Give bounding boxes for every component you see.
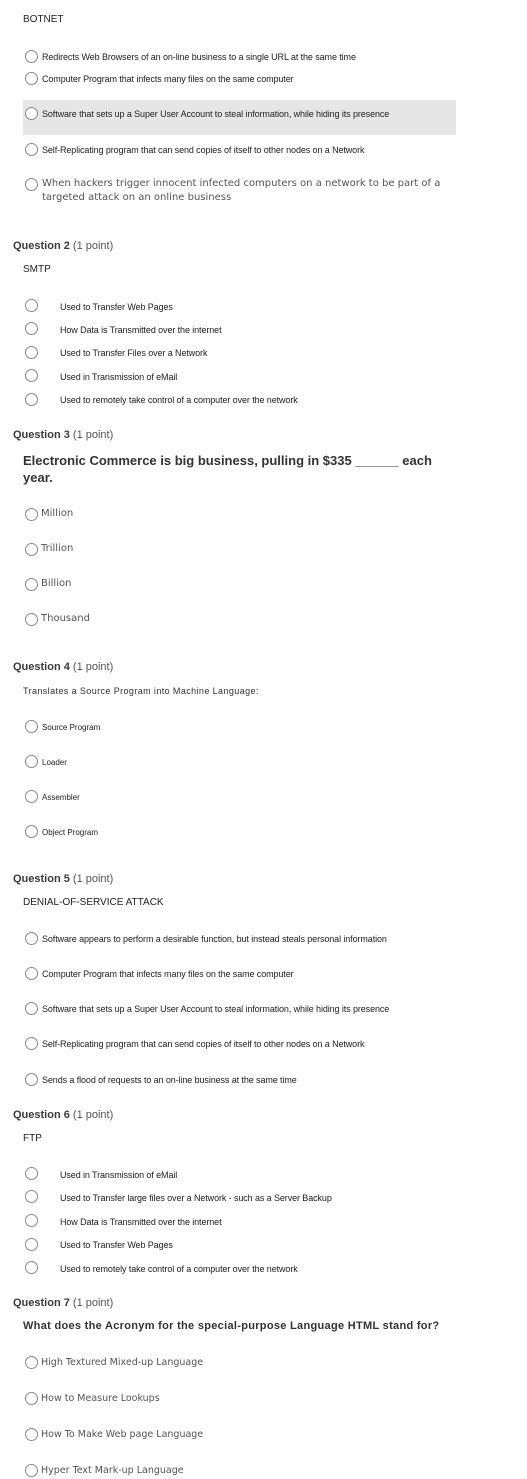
radio-button[interactable] — [25, 720, 38, 733]
question-number: Question 5 — [13, 873, 70, 885]
option-label: Self-Replicating program that can send copies of itself to other nodes on a Network — [42, 1039, 365, 1049]
radio-button[interactable] — [25, 346, 38, 359]
question-points: (1 point) — [72, 661, 114, 673]
radio-button[interactable] — [25, 369, 38, 382]
q5-option-5[interactable] — [25, 1073, 297, 1086]
option-label: Used in Transmission of eMail — [60, 1170, 178, 1180]
q6-option-4[interactable] — [25, 1238, 173, 1251]
q6-option-3[interactable] — [25, 1214, 221, 1227]
radio-button[interactable] — [25, 1261, 38, 1274]
option-label: Used to Transfer Web Pages — [60, 1240, 173, 1250]
question-5-header — [13, 873, 113, 885]
q1-option-1[interactable] — [25, 50, 356, 63]
option-label: Trillion — [41, 543, 74, 554]
radio-button[interactable] — [25, 578, 38, 591]
option-label: How Data is Transmitted over the internet — [60, 1217, 222, 1227]
radio-button[interactable] — [25, 1167, 38, 1180]
q7-option-1[interactable] — [25, 1356, 203, 1369]
question-6-prompt: FTP — [23, 1133, 42, 1144]
option-label: Billion — [41, 578, 72, 589]
q2-option-4[interactable] — [25, 369, 177, 382]
radio-button[interactable] — [25, 393, 38, 406]
option-label: Object Program — [42, 828, 99, 837]
option-label: Assembler — [42, 793, 80, 802]
option-label: Used to Transfer Files over a Network — [60, 348, 208, 358]
option-label: Used to Transfer Web Pages — [60, 302, 173, 312]
radio-button[interactable] — [25, 1428, 38, 1441]
q2-option-5[interactable] — [25, 393, 298, 406]
radio-button[interactable] — [25, 322, 38, 335]
option-label: Source Program — [42, 723, 101, 732]
radio-button[interactable] — [25, 143, 38, 156]
radio-button[interactable] — [25, 1214, 38, 1227]
radio-button[interactable] — [25, 508, 38, 521]
q2-option-2[interactable] — [25, 322, 221, 335]
question-number: Question 2 — [13, 240, 70, 252]
radio-button[interactable] — [25, 967, 38, 980]
radio-button[interactable] — [25, 50, 38, 63]
q6-option-1[interactable] — [25, 1167, 177, 1180]
radio-button[interactable] — [25, 543, 38, 556]
question-points: (1 point) — [72, 1297, 114, 1309]
option-label: Computer Program that infects many files on the same computer — [42, 74, 294, 84]
question-4-prompt: Translates a Source Program into Machine Language: — [23, 686, 259, 696]
option-label: Hyper Text Mark-up Language — [41, 1465, 184, 1476]
q4-option-2[interactable] — [25, 755, 67, 768]
q5-option-2[interactable] — [25, 967, 294, 980]
q6-option-2[interactable] — [25, 1190, 332, 1203]
q5-option-1[interactable] — [25, 932, 387, 945]
q7-option-2[interactable] — [25, 1392, 160, 1405]
q2-option-1[interactable] — [25, 299, 173, 312]
q1-option-2[interactable] — [25, 72, 294, 85]
radio-button[interactable] — [25, 178, 38, 191]
q4-option-4[interactable] — [25, 825, 98, 838]
radio-button[interactable] — [25, 932, 38, 945]
question-5-prompt: DENIAL-OF-SERVICE ATTACK — [23, 897, 164, 908]
q7-option-4[interactable] — [25, 1464, 184, 1477]
q3-option-2[interactable] — [25, 543, 73, 556]
question-points: (1 point) — [72, 240, 114, 252]
radio-button[interactable] — [25, 1073, 38, 1086]
option-label: Thousand — [41, 613, 90, 624]
question-number: Question 7 — [13, 1297, 70, 1309]
question-points: (1 point) — [72, 873, 114, 885]
q3-option-4[interactable] — [25, 613, 90, 626]
option-label: Redirects Web Browsers of an on-line business to a single URL at the same time — [42, 52, 356, 62]
q2-option-3[interactable] — [25, 346, 207, 359]
option-label: Used to Transfer large files over a Network - such as a Server Backup — [60, 1193, 332, 1203]
option-label: How Data is Transmitted over the internet — [60, 325, 222, 335]
radio-button[interactable] — [25, 1002, 38, 1015]
q7-option-3[interactable] — [25, 1428, 203, 1441]
option-label: Self-Replicating program that can send copies of itself to other nodes on a Network — [42, 145, 365, 155]
question-number: Question 6 — [13, 1109, 70, 1121]
option-label: When hackers trigger innocent infected computers on a network to be part of a targeted attack on an online business — [42, 178, 441, 203]
radio-button[interactable] — [25, 1464, 38, 1477]
option-label: Used in Transmission of eMail — [60, 372, 178, 382]
option-label: Software appears to perform a desirable function, but instead steals personal information — [42, 934, 387, 944]
question-3-header — [13, 429, 113, 441]
q4-option-1[interactable] — [25, 720, 100, 733]
q3-option-3[interactable] — [25, 578, 71, 591]
question-2-header — [13, 240, 113, 252]
option-label: How to Measure Lookups — [41, 1393, 160, 1404]
question-3-prompt: Electronic Commerce is big business, pulling in $335 ______ each year. — [23, 453, 432, 485]
question-7-prompt: What does the Acronym for the special-purpose Language HTML stand for? — [23, 1320, 440, 1332]
radio-button[interactable] — [25, 107, 38, 120]
radio-button[interactable] — [25, 299, 38, 312]
option-label: Used to remotely take control of a computer over the network — [60, 395, 298, 405]
option-label: Loader — [42, 758, 67, 767]
q1-option-3[interactable] — [25, 107, 389, 120]
q3-option-1[interactable] — [25, 508, 73, 521]
question-4-header — [13, 661, 113, 673]
radio-button[interactable] — [25, 1238, 38, 1251]
question-6-header — [13, 1109, 113, 1121]
q4-option-3[interactable] — [25, 790, 80, 803]
option-label: Software that sets up a Super User Account to steal information, while hiding its presence — [42, 1004, 390, 1014]
question-2-prompt: SMTP — [23, 264, 51, 275]
radio-button[interactable] — [25, 790, 38, 803]
radio-button[interactable] — [25, 613, 38, 626]
question-points: (1 point) — [72, 429, 114, 441]
radio-button[interactable] — [25, 1356, 38, 1369]
option-label: Sends a flood of requests to an on-line business at the same time — [42, 1075, 297, 1085]
option-label: High Textured Mixed-up Language — [41, 1357, 204, 1368]
q6-option-5[interactable] — [25, 1261, 298, 1274]
radio-button[interactable] — [25, 1037, 38, 1050]
radio-button[interactable] — [25, 755, 38, 768]
question-number: Question 3 — [13, 429, 70, 441]
question-7-header — [13, 1297, 113, 1309]
radio-button[interactable] — [25, 1190, 38, 1203]
radio-button[interactable] — [25, 825, 38, 838]
q1-option-5[interactable] — [25, 178, 462, 205]
option-label: How To Make Web page Language — [41, 1429, 204, 1440]
radio-button[interactable] — [25, 72, 38, 85]
option-label: Million — [41, 508, 74, 519]
option-label: Software that sets up a Super User Account to steal information, while hiding its presence — [42, 109, 390, 119]
q5-option-3[interactable] — [25, 1002, 389, 1015]
option-label: Used to remotely take control of a computer over the network — [60, 1264, 298, 1274]
q1-option-4[interactable] — [25, 143, 364, 156]
question-points: (1 point) — [72, 1109, 114, 1121]
question-1-prompt: BOTNET — [23, 14, 64, 25]
option-label: Computer Program that infects many files on the same computer — [42, 969, 294, 979]
question-number: Question 4 — [13, 661, 70, 673]
q5-option-4[interactable] — [25, 1037, 364, 1050]
radio-button[interactable] — [25, 1392, 38, 1405]
